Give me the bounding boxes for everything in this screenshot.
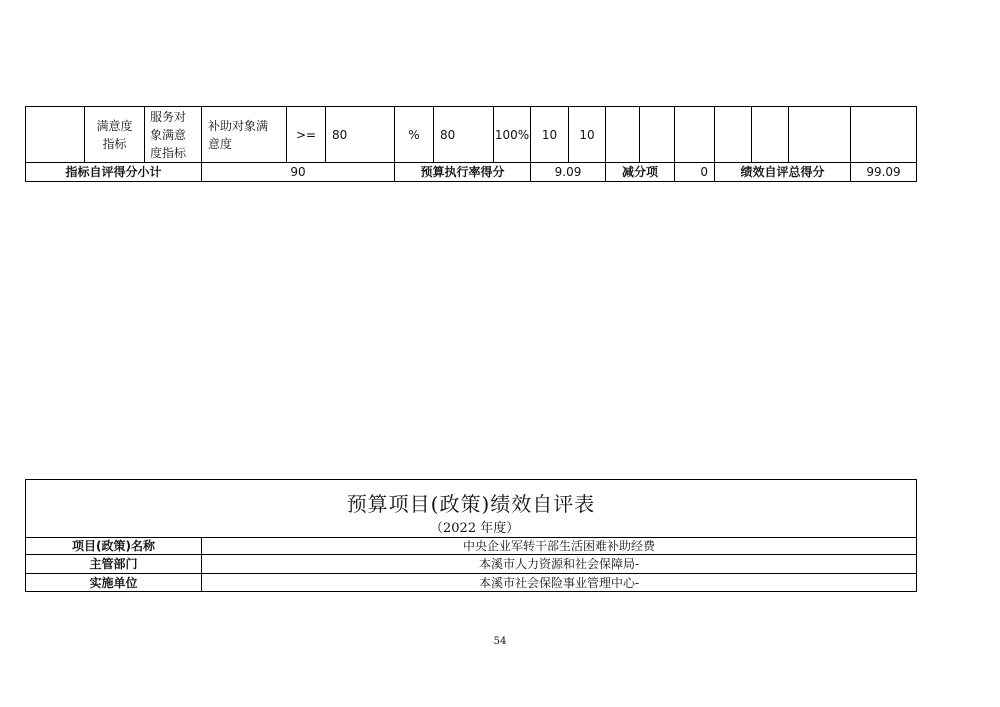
vline — [916, 106, 917, 182]
actual-value-cell: 80 — [440, 127, 456, 142]
weight-cell: 10 — [541, 127, 558, 142]
target-value-cell: 80 — [332, 127, 348, 142]
vline — [751, 106, 752, 162]
form-year: （2022 年度） — [430, 521, 520, 536]
completion-rate-cell: 100% — [494, 127, 530, 142]
implementing-unit-label: 实施单位 — [89, 575, 138, 590]
page-number: 54 — [493, 636, 507, 647]
form-title: 预算项目(政策)绩效自评表 — [346, 492, 596, 516]
subtotal-label: 指标自评得分小计 — [65, 165, 162, 179]
project-name-label: 项目(政策)名称 — [72, 539, 155, 553]
budget-rate-value: 9.09 — [554, 165, 582, 179]
score-cell: 10 — [579, 127, 595, 142]
total-score-label: 绩效自评总得分 — [740, 165, 825, 179]
top-table-border-bottom — [25, 181, 917, 182]
detail-cell: 补助对象满 意度 — [208, 118, 269, 151]
deduction-label: 减分项 — [621, 165, 658, 179]
subtotal-value: 90 — [290, 165, 306, 179]
vline — [788, 106, 789, 162]
bottom-table-border-top — [25, 479, 917, 480]
operator-cell: >= — [295, 127, 317, 142]
vline — [639, 106, 640, 162]
department-label: 主管部门 — [89, 557, 138, 571]
implementing-unit-value: 本溪市社会保险事业管理中心- — [478, 575, 640, 590]
bottom-table-border-bottom — [25, 591, 917, 592]
budget-rate-label: 预算执行率得分 — [420, 165, 505, 179]
total-score-value: 99.09 — [866, 165, 901, 179]
sub-category-cell: 满意度 指标 — [96, 118, 133, 151]
project-name-value: 中央企业军转干部生活困难补助经费 — [462, 539, 655, 553]
department-value: 本溪市人力资源和社会保障局- — [478, 557, 640, 571]
deduction-value: 0 — [700, 165, 708, 179]
unit-cell: % — [408, 127, 420, 142]
indicator-cell: 服务对 象满意 度指标 — [150, 109, 187, 160]
